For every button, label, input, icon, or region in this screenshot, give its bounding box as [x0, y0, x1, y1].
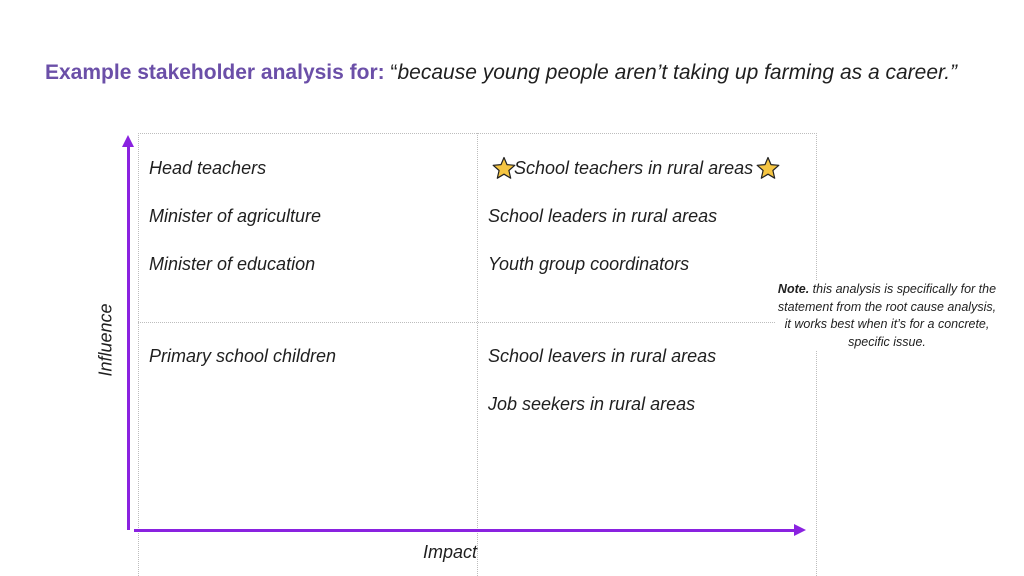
title-quote: because young people aren’t taking up farming as a career.”: [397, 61, 958, 84]
impact-axis: [134, 529, 796, 532]
grid-line-left: [138, 133, 139, 576]
title-open-quote: “: [390, 61, 398, 84]
arrow-right-icon: [794, 524, 806, 536]
note-text: this analysis is specifically for the statement from the root cause analysis, it works best when it’s for a concrete, specific issue.: [777, 282, 997, 349]
x-axis-label: Impact: [423, 542, 478, 562]
grid-line-right: [816, 133, 817, 576]
quadrant-bottom-left: [149, 332, 336, 380]
quadrant-top-left: [149, 144, 321, 288]
stakeholder-item: School leavers in rural areas: [488, 346, 717, 366]
stakeholder-item: Primary school children: [149, 346, 337, 366]
stakeholder-item: Youth group coordinators: [488, 254, 690, 274]
influence-axis: [127, 142, 130, 530]
stakeholder-item-highlighted: School teachers in rural areas: [488, 144, 780, 192]
star-icon: [492, 156, 516, 180]
stakeholder-item: Head teachers: [149, 158, 267, 178]
grid-line-top: [138, 133, 817, 134]
quadrant-bottom-right: [488, 332, 716, 428]
note-label: Note.: [777, 282, 810, 296]
grid-line-middle: [138, 322, 817, 323]
arrow-up-icon: [122, 135, 134, 147]
stakeholder-item: School leaders in rural areas: [488, 206, 718, 226]
stakeholder-item: Job seekers in rural areas: [488, 394, 696, 414]
star-icon: [756, 156, 780, 180]
grid-line-center: [477, 133, 478, 576]
y-axis-label: Influence: [95, 303, 116, 377]
quadrant-top-right: [488, 144, 780, 288]
title-prefix: Example stakeholder analysis for:: [45, 61, 385, 84]
stakeholder-item: Minister of education: [149, 254, 316, 274]
note-box: [776, 281, 998, 351]
stakeholder-item: Minister of agriculture: [149, 206, 322, 226]
slide-title: [45, 58, 965, 88]
